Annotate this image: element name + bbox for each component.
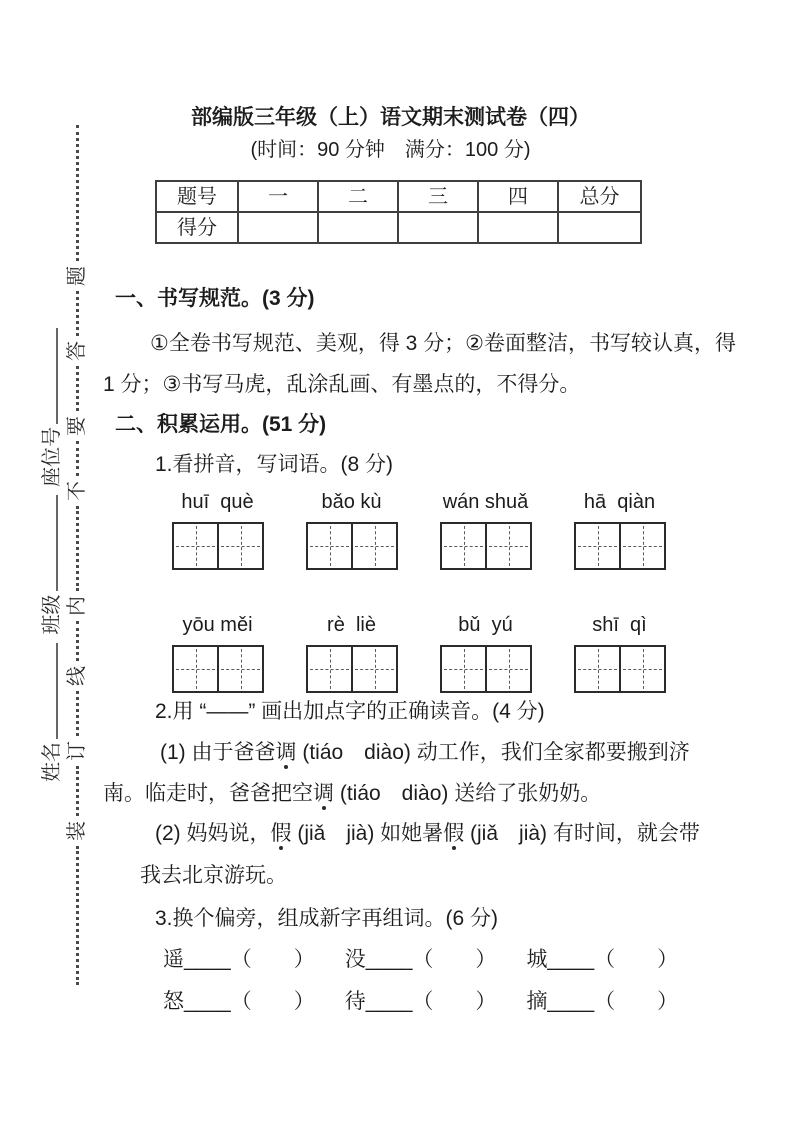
pinyin-label: bǎo kù (321, 491, 382, 513)
q3-item[interactable]: 摘____（ ） (526, 990, 679, 1013)
pinyin-row-2 (172, 613, 665, 693)
writing-grid (440, 645, 532, 693)
binding-dots-segment (76, 441, 79, 476)
writing-grid (574, 522, 666, 570)
grid-cell[interactable] (217, 647, 262, 691)
score-table-header-cell: 总分 (558, 181, 641, 212)
sentence-part: (jiǎ jià) 有时间，就会带 (464, 822, 700, 845)
binding-char: 订 (66, 741, 88, 761)
binding-char: 装 (66, 821, 88, 841)
grid-cell[interactable] (619, 524, 664, 568)
q2-item1-line2 (103, 781, 601, 807)
dotted-char: 调 (275, 741, 297, 764)
pinyin-label: huī què (181, 491, 254, 513)
side-fields (36, 325, 62, 782)
section-two-heading: 二、积累运用。(51 分) (115, 413, 327, 436)
grid-cell[interactable] (174, 647, 217, 691)
dotted-char: 假 (443, 822, 465, 845)
writing-grid (574, 645, 666, 693)
pinyin-label: shī qì (592, 614, 647, 636)
grid-cell[interactable] (308, 524, 351, 568)
binding-char: 内 (66, 596, 88, 616)
q3-item[interactable]: 怒____（ ） (163, 990, 315, 1013)
q1-label: 1.看拼音，写词语。(8 分) (155, 453, 394, 476)
exam-title: 部编版三年级（上）语文期末测试卷（四） (191, 106, 590, 129)
pinyin-word-block (574, 490, 665, 570)
binding-char: 不 (66, 481, 88, 501)
grid-cell[interactable] (576, 524, 619, 568)
q3-row-2 (163, 989, 678, 1015)
pinyin-word-block (440, 490, 531, 570)
section-one-line1: ①全卷书写规范、美观，得 3 分；②卷面整洁，书写较认真，得 (150, 332, 736, 355)
q3-item[interactable]: 遥____（ ） (163, 948, 315, 971)
pinyin-label: hā qiàn (583, 491, 656, 513)
score-input-cell[interactable] (478, 212, 558, 243)
score-input-cell[interactable] (318, 212, 398, 243)
score-input-cell[interactable] (558, 212, 641, 243)
section-one-line2: 1 分；③书写马虎，乱涂乱画、有墨点的，不得分。 (103, 373, 581, 396)
binding-char: 要 (66, 416, 88, 436)
grid-cell[interactable] (174, 524, 217, 568)
binding-dots-segment (76, 621, 79, 661)
binding-char: 答 (66, 341, 88, 361)
binding-dots-segment (76, 291, 79, 336)
sentence-part: 南。临走时，爸爸把空 (103, 782, 313, 805)
score-table-header-cell: 题号 (156, 181, 238, 212)
sentence-part: (tiáo diào) 动工作，我们全家都要搬到济 (296, 741, 690, 764)
pinyin-label: bǔ yú (458, 614, 513, 636)
pinyin-label: wán shuǎ (442, 491, 529, 513)
q2-item2-line1 (155, 821, 700, 847)
binding-line-column (66, 125, 88, 985)
pinyin-word-block (574, 613, 665, 693)
q3-item[interactable]: 待____（ ） (344, 990, 497, 1013)
binding-dots-segment (76, 506, 79, 591)
class-label: 班级 (41, 594, 63, 635)
score-table-header-cell: 二 (318, 181, 398, 212)
section-one-heading: 一、书写规范。(3 分) (115, 287, 315, 310)
class-blank[interactable] (36, 495, 58, 591)
pinyin-word-block (440, 613, 531, 693)
pinyin-word-block (172, 490, 263, 570)
pinyin-label: yōu měi (182, 614, 253, 636)
seat-label: 座位号 (41, 426, 63, 487)
dotted-char: 假 (270, 822, 292, 845)
writing-grid (172, 645, 264, 693)
writing-grid (306, 645, 398, 693)
exam-subtitle: (时间：90 分钟 满分：100 分) (250, 139, 531, 161)
dotted-char: 调 (313, 782, 334, 805)
grid-cell[interactable] (576, 647, 619, 691)
score-table-score-row (156, 212, 641, 243)
pinyin-word-block (306, 613, 397, 693)
name-blank[interactable] (36, 643, 58, 739)
grid-cell[interactable] (442, 647, 485, 691)
binding-dots-segment (76, 125, 79, 261)
score-table-header-cell: 四 (478, 181, 558, 212)
name-label: 姓名 (41, 742, 63, 782)
grid-cell[interactable] (485, 524, 530, 568)
pinyin-word-block (306, 490, 397, 570)
q3-item[interactable]: 城____（ ） (526, 948, 679, 971)
pinyin-label: rè liè (327, 614, 376, 636)
grid-cell[interactable] (442, 524, 485, 568)
grid-cell[interactable] (351, 524, 396, 568)
score-input-cell[interactable] (238, 212, 318, 243)
score-table (155, 180, 642, 244)
binding-dots-segment (76, 691, 79, 736)
q3-item[interactable]: 没____（ ） (344, 948, 497, 971)
pinyin-word-block (172, 613, 263, 693)
sentence-part: (2) 妈妈说， (155, 822, 271, 845)
score-row-label: 得分 (156, 212, 238, 243)
score-table-header-row (156, 181, 641, 212)
score-table-header-cell: 一 (238, 181, 318, 212)
binding-dots-segment (76, 366, 79, 411)
q3-label: 3.换个偏旁，组成新字再组词。(6 分) (155, 907, 499, 930)
sentence-part: (tiáo diào) 送给了张奶奶。 (334, 782, 602, 805)
sentence-part: (1) 由于爸爸 (160, 741, 276, 764)
binding-dots-segment (76, 766, 79, 816)
seat-blank[interactable] (36, 328, 58, 424)
grid-cell[interactable] (351, 647, 396, 691)
binding-char: 题 (66, 266, 88, 286)
grid-cell[interactable] (217, 524, 262, 568)
q2-label: 2.用 “——” 画出加点字的正确读音。(4 分) (155, 700, 545, 723)
pinyin-row-1 (172, 490, 665, 570)
binding-char: 线 (66, 666, 88, 686)
grid-cell[interactable] (485, 647, 530, 691)
grid-cell[interactable] (619, 647, 664, 691)
writing-grid (440, 522, 532, 570)
writing-grid (172, 522, 264, 570)
writing-grid (306, 522, 398, 570)
score-table-header-cell: 三 (398, 181, 478, 212)
q3-row-1 (163, 947, 678, 973)
q2-item1-line1 (160, 740, 690, 766)
sentence-part: (jiǎ jià) 如她暑 (291, 822, 444, 845)
binding-dots-segment (76, 846, 79, 985)
q2-item2-line2: 我去北京游玩。 (140, 864, 287, 887)
score-input-cell[interactable] (398, 212, 478, 243)
grid-cell[interactable] (308, 647, 351, 691)
